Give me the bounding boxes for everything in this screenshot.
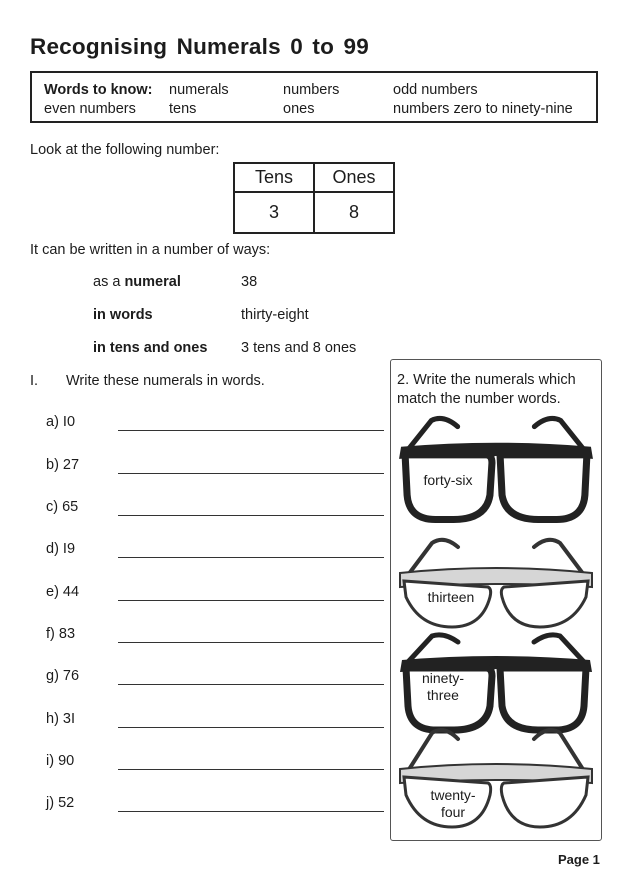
item-d-label: d) I9 [46, 541, 76, 557]
way-label-tens-ones: in tens and ones [93, 340, 208, 356]
question-2-text: 2. Write the numerals which match the number words. [397, 372, 576, 407]
word-zero-to-ninety-nine: numbers zero to ninety-nine [393, 101, 573, 117]
word-odd-numbers: odd numbers [393, 82, 478, 98]
ones-header: Ones [314, 163, 394, 192]
ones-value: 8 [314, 192, 394, 233]
glasses-3-label: ninety- three [421, 670, 465, 703]
item-g-label: g) 76 [46, 668, 80, 684]
page-number: Page 1 [558, 852, 600, 867]
glasses-light-icon [395, 535, 597, 635]
answer-line-h[interactable] [118, 727, 384, 728]
item-b-label: b) 27 [46, 457, 80, 473]
item-f-label: f) 83 [46, 626, 76, 642]
word-numerals: numerals [169, 82, 229, 98]
words-to-know-label: Words to know: [44, 82, 153, 98]
glasses-dark-icon [395, 414, 597, 526]
item-i-label: i) 90 [46, 753, 75, 769]
way-label-numeral: as a numeral [93, 274, 181, 290]
answer-line-e[interactable] [118, 600, 384, 601]
glasses-4-label: twenty- four [430, 787, 476, 820]
answer-line-a[interactable] [118, 430, 384, 431]
question-1-text: Write these numerals in words. [66, 373, 265, 389]
tens-header: Tens [234, 163, 314, 192]
place-value-table [233, 162, 395, 234]
answer-line-c[interactable] [118, 515, 384, 516]
tens-value: 3 [234, 192, 314, 233]
word-tens: tens [169, 101, 197, 117]
way-value-tens-ones: 3 tens and 8 ones [241, 340, 357, 356]
page-title: Recognising Numerals 0 to 99 [30, 34, 369, 59]
question-2-panel [390, 359, 602, 841]
item-a-label: a) I0 [46, 414, 76, 430]
way-label-words: in words [93, 307, 153, 323]
answer-line-i[interactable] [118, 769, 384, 770]
answer-line-b[interactable] [118, 473, 384, 474]
item-e-label: e) 44 [46, 584, 80, 600]
answer-line-g[interactable] [118, 684, 384, 685]
ways-intro: It can be written in a number of ways: [30, 242, 271, 258]
item-j-label: j) 52 [46, 795, 75, 811]
question-1-number: I. [30, 373, 39, 389]
item-h-label: h) 3I [46, 711, 76, 727]
way-value-words: thirty-eight [241, 307, 309, 323]
answer-line-j[interactable] [118, 811, 384, 812]
words-to-know-box [30, 71, 598, 123]
way-value-numeral: 38 [241, 274, 258, 290]
glasses-2-label: thirteen [427, 589, 475, 605]
word-ones: ones [283, 101, 315, 117]
glasses-1-label: forty-six [423, 472, 473, 488]
word-numbers: numbers [283, 82, 340, 98]
word-even-numbers: even numbers [44, 101, 136, 117]
answer-line-f[interactable] [118, 642, 384, 643]
answer-line-d[interactable] [118, 557, 384, 558]
intro-text: Look at the following number: [30, 142, 220, 158]
item-c-label: c) 65 [46, 499, 79, 515]
